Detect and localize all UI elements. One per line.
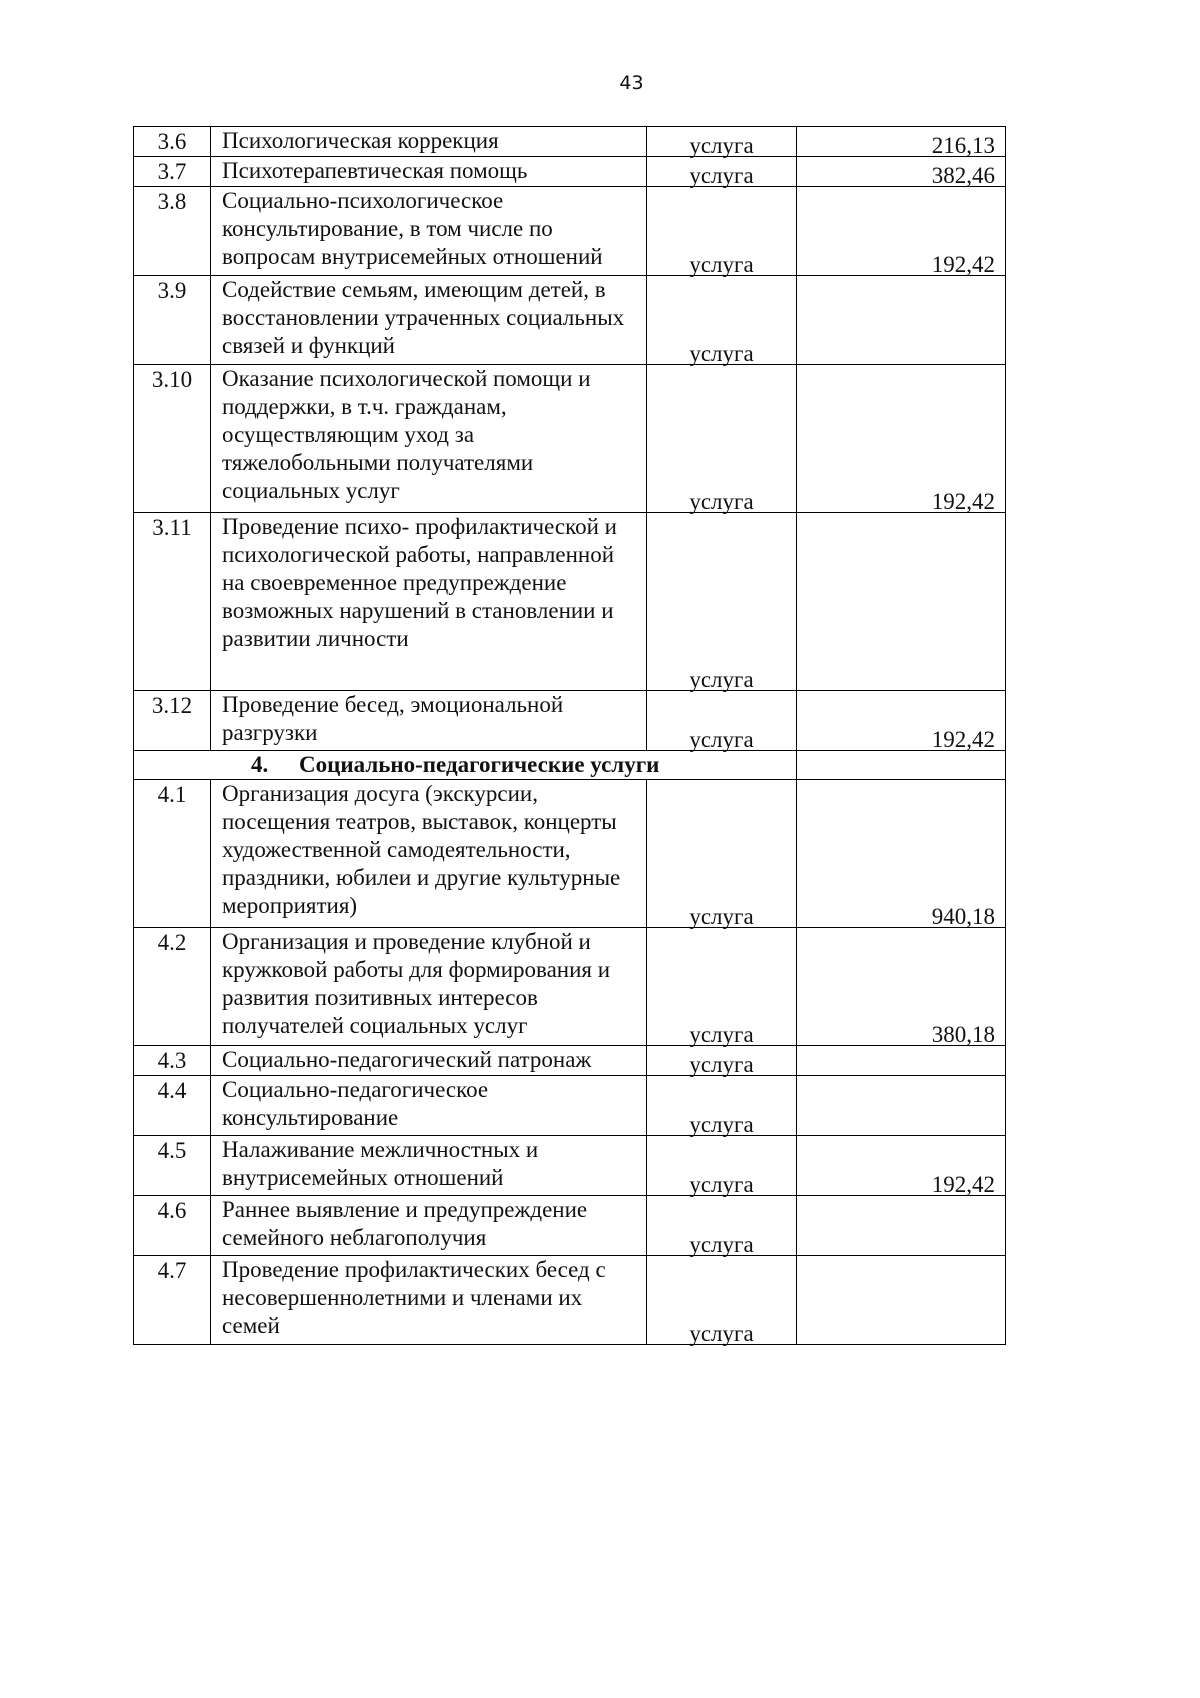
service-name: Оказание психологической помощи и поддержки, в т.ч. гражданам, осуществляющим уход за тяжелобольными получателями социальных услуг xyxy=(222,366,591,503)
table-row xyxy=(134,691,1006,751)
row-number-cell xyxy=(134,1256,211,1345)
row-number: 4.2 xyxy=(157,930,187,955)
service-unit-cell xyxy=(647,1076,797,1136)
row-number-cell xyxy=(134,1136,211,1196)
row-number-cell xyxy=(134,127,211,157)
section-title-cell xyxy=(134,751,797,780)
table-body-section-4 xyxy=(134,780,1006,1345)
row-number-cell xyxy=(134,1196,211,1256)
service-unit-cell xyxy=(647,157,797,187)
service-price: 216,13 xyxy=(931,133,995,158)
service-unit: услуга xyxy=(689,1172,754,1197)
service-name-cell xyxy=(211,1136,647,1196)
service-name-cell xyxy=(211,928,647,1046)
service-price-cell xyxy=(797,365,1006,513)
service-unit-cell xyxy=(647,187,797,276)
table-row xyxy=(134,1256,1006,1345)
service-name-cell xyxy=(211,1046,647,1076)
service-name-cell xyxy=(211,157,647,187)
service-name: Налаживание межличностных и внутрисемейных отношений xyxy=(222,1137,539,1190)
table-body-section-header xyxy=(134,751,1006,780)
service-name-cell xyxy=(211,691,647,751)
service-name: Психотерапевтическая помощь xyxy=(222,158,528,183)
table-row xyxy=(134,276,1006,365)
row-number: 3.10 xyxy=(151,367,193,392)
service-unit: услуга xyxy=(689,163,754,188)
table-row xyxy=(134,928,1006,1046)
service-price: 380,18 xyxy=(931,1022,995,1047)
row-number-cell xyxy=(134,276,211,365)
service-price-cell xyxy=(797,928,1006,1046)
service-name: Психологическая коррекция xyxy=(222,128,499,153)
service-unit: услуга xyxy=(689,904,754,929)
service-unit-cell xyxy=(647,276,797,365)
table-row xyxy=(134,365,1006,513)
table-row xyxy=(134,513,1006,691)
service-name-cell xyxy=(211,276,647,365)
row-number-cell xyxy=(134,513,211,691)
row-number-cell xyxy=(134,157,211,187)
section-number: 4. xyxy=(251,752,269,777)
service-name: Социально-психологическое консультирование, в том числе по вопросам внутрисемейных отношений xyxy=(222,188,603,269)
row-number-cell xyxy=(134,1046,211,1076)
row-number-cell xyxy=(134,187,211,276)
service-name-cell xyxy=(211,780,647,928)
table-row xyxy=(134,187,1006,276)
service-name: Проведение психо- профилактической и психологической работы, направленной на своевременное предупреждение возможных нарушений в становлении и развитии личности xyxy=(222,514,617,651)
section-price-cell xyxy=(797,751,1006,780)
service-price: 192,42 xyxy=(931,252,995,277)
table-row xyxy=(134,1136,1006,1196)
service-price-cell xyxy=(797,1046,1006,1076)
service-unit-cell xyxy=(647,365,797,513)
row-number: 3.8 xyxy=(157,189,187,214)
service-name-cell xyxy=(211,1076,647,1136)
row-number: 4.7 xyxy=(157,1258,187,1283)
service-name-cell xyxy=(211,187,647,276)
row-number-cell xyxy=(134,1076,211,1136)
row-number-cell xyxy=(134,780,211,928)
row-number: 4.3 xyxy=(157,1048,187,1073)
service-name: Содействие семьям, имеющим детей, в восстановлении утраченных социальных связей и функций xyxy=(222,277,625,358)
service-price-cell xyxy=(797,1076,1006,1136)
service-price-cell xyxy=(797,1196,1006,1256)
service-price-cell xyxy=(797,780,1006,928)
service-unit: услуга xyxy=(689,667,754,692)
row-number-cell xyxy=(134,365,211,513)
service-unit: услуга xyxy=(689,1022,754,1047)
service-unit-cell xyxy=(647,513,797,691)
service-name: Социально-педагогическое консультирование xyxy=(222,1077,489,1130)
section-header-row xyxy=(134,751,1006,780)
service-unit: услуга xyxy=(689,727,754,752)
row-number: 4.4 xyxy=(157,1078,187,1103)
table-row xyxy=(134,127,1006,157)
service-name: Организация досуга (экскурсии, посещения театров, выставок, концерты художественной самодеятельности, праздники, юбилеи и другие культурные мероприятия) xyxy=(222,781,621,918)
service-name: Проведение профилактических бесед с несовершеннолетними и членами их семей xyxy=(222,1257,606,1338)
table-body-section-3 xyxy=(134,127,1006,751)
service-price-cell xyxy=(797,691,1006,751)
row-number: 4.5 xyxy=(157,1138,187,1163)
service-unit-cell xyxy=(647,1256,797,1345)
row-number: 3.11 xyxy=(152,515,192,540)
row-number: 3.7 xyxy=(157,159,187,184)
service-unit: услуга xyxy=(689,341,754,366)
table-row xyxy=(134,780,1006,928)
service-price-cell xyxy=(797,1136,1006,1196)
row-number-cell xyxy=(134,928,211,1046)
service-unit: услуга xyxy=(689,1232,754,1257)
table-row xyxy=(134,1076,1006,1136)
service-unit: услуга xyxy=(689,133,754,158)
service-name-cell xyxy=(211,365,647,513)
service-unit-cell xyxy=(647,1196,797,1256)
service-price: 940,18 xyxy=(931,904,995,929)
row-number: 4.6 xyxy=(157,1198,187,1223)
row-number: 3.6 xyxy=(157,129,187,154)
service-price: 192,42 xyxy=(931,489,995,514)
service-name: Проведение бесед, эмоциональной разгрузки xyxy=(222,692,564,745)
section-title: Социально-педагогические услуги xyxy=(299,752,660,777)
row-number: 3.9 xyxy=(157,278,187,303)
service-unit: услуга xyxy=(689,1321,754,1346)
service-name-cell xyxy=(211,1256,647,1345)
service-price-cell xyxy=(797,1256,1006,1345)
service-unit-cell xyxy=(647,780,797,928)
service-price-cell xyxy=(797,157,1006,187)
services-tariff-table xyxy=(133,126,1006,1345)
service-unit: услуга xyxy=(689,1112,754,1137)
service-name: Социально-педагогический патронаж xyxy=(222,1047,592,1072)
row-number: 4.1 xyxy=(157,782,187,807)
table-row xyxy=(134,157,1006,187)
service-name-cell xyxy=(211,1196,647,1256)
service-name: Организация и проведение клубной и кружковой работы для формирования и развития позитивных интересов получателей социальных услуг xyxy=(222,929,611,1038)
service-unit-cell xyxy=(647,1136,797,1196)
service-unit-cell xyxy=(647,928,797,1046)
page-number: 43 xyxy=(619,72,644,94)
row-number: 3.12 xyxy=(151,693,193,718)
service-name-cell xyxy=(211,513,647,691)
service-unit: услуга xyxy=(689,1052,754,1077)
service-price: 382,46 xyxy=(931,163,995,188)
service-unit: услуга xyxy=(689,489,754,514)
service-price-cell xyxy=(797,513,1006,691)
service-unit-cell xyxy=(647,127,797,157)
service-unit: услуга xyxy=(689,252,754,277)
service-price-cell xyxy=(797,276,1006,365)
service-price: 192,42 xyxy=(931,727,995,752)
service-price: 192,42 xyxy=(931,1172,995,1197)
table-row xyxy=(134,1046,1006,1076)
row-number-cell xyxy=(134,691,211,751)
service-name-cell xyxy=(211,127,647,157)
service-price-cell xyxy=(797,187,1006,276)
service-unit-cell xyxy=(647,1046,797,1076)
service-unit-cell xyxy=(647,691,797,751)
table-row xyxy=(134,1196,1006,1256)
service-price-cell xyxy=(797,127,1006,157)
service-name: Раннее выявление и предупреждение семейного неблагополучия xyxy=(222,1197,588,1250)
